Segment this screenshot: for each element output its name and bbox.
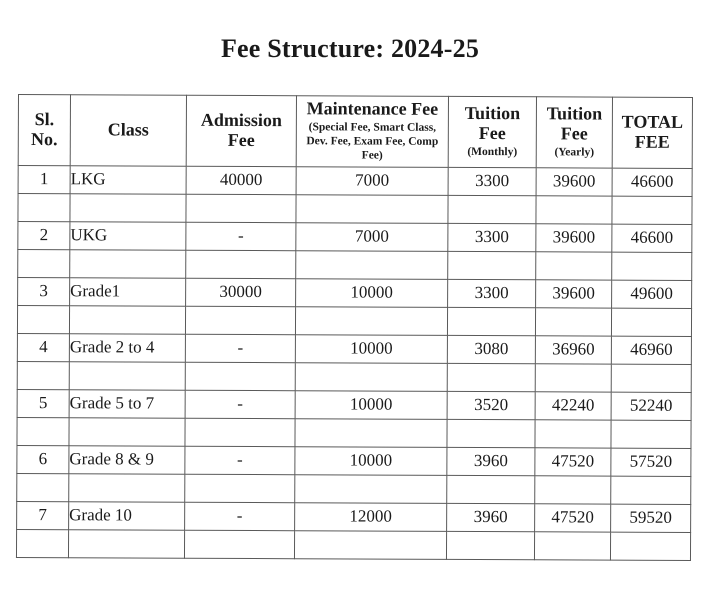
- empty-cell: [447, 419, 535, 447]
- empty-cell: [448, 251, 536, 279]
- empty-cell: [535, 420, 611, 448]
- cell-maintenance-fee: 7000: [296, 223, 448, 252]
- empty-cell: [295, 307, 447, 336]
- header-class: Class: [70, 95, 186, 167]
- header-maintenance-fee: Maintenance Fee (Special Fee, Smart Class, Dev. Fee, Exam Fee, Comp Fee): [296, 96, 448, 168]
- empty-cell: [17, 361, 69, 389]
- cell-admission-fee: -: [185, 390, 295, 418]
- table-row: [18, 166, 692, 197]
- empty-cell: [18, 250, 70, 278]
- cell-tuition-yearly: 47520: [535, 504, 611, 532]
- empty-cell: [612, 252, 692, 280]
- empty-cell: [296, 251, 448, 280]
- cell-admission-fee: 30000: [186, 278, 296, 306]
- empty-cell: [611, 420, 691, 448]
- empty-cell: [612, 196, 692, 224]
- cell-admission-fee: -: [186, 222, 296, 250]
- empty-cell: [17, 417, 69, 445]
- empty-cell: [186, 194, 296, 222]
- empty-cell: [536, 252, 612, 280]
- empty-cell: [611, 364, 691, 392]
- cell-class: UKG: [70, 222, 186, 251]
- header-total-fee: TOTAL FEE: [612, 97, 692, 168]
- cell-maintenance-fee: 10000: [295, 391, 447, 420]
- fee-table: [16, 94, 693, 561]
- empty-cell: [535, 364, 611, 392]
- header-sl-no: Sl. No.: [18, 95, 70, 166]
- empty-cell: [69, 474, 185, 503]
- cell-class: LKG: [70, 166, 186, 195]
- empty-cell: [611, 476, 691, 504]
- empty-cell: [610, 532, 690, 560]
- cell-admission-fee: -: [185, 502, 295, 530]
- cell-total-fee: 46600: [612, 168, 692, 196]
- empty-cell: [611, 308, 691, 336]
- cell-tuition-monthly: 3300: [448, 223, 536, 251]
- spacer-row: [16, 529, 690, 560]
- empty-cell: [184, 530, 294, 558]
- empty-cell: [69, 306, 185, 335]
- cell-class: Grade 8 & 9: [69, 446, 185, 475]
- empty-cell: [536, 196, 612, 224]
- cell-class: Grade 2 to 4: [69, 334, 185, 363]
- table-row: [18, 222, 692, 253]
- cell-maintenance-fee: 10000: [296, 279, 448, 308]
- spacer-row: [18, 250, 692, 281]
- table-row: [17, 445, 691, 476]
- cell-class: Grade 5 to 7: [69, 390, 185, 419]
- empty-cell: [294, 531, 446, 560]
- spacer-row: [17, 306, 691, 337]
- table-row: [17, 389, 691, 420]
- empty-cell: [69, 362, 185, 391]
- cell-class: Grade1: [70, 278, 186, 307]
- cell-class: Grade 10: [69, 502, 185, 531]
- empty-cell: [186, 250, 296, 278]
- empty-cell: [70, 194, 186, 223]
- cell-admission-fee: 40000: [186, 166, 296, 194]
- empty-cell: [295, 475, 447, 504]
- cell-total-fee: 46960: [611, 336, 691, 364]
- empty-cell: [535, 308, 611, 336]
- empty-cell: [446, 531, 534, 559]
- empty-cell: [295, 363, 447, 392]
- cell-maintenance-fee: 7000: [296, 167, 448, 196]
- empty-cell: [185, 474, 295, 502]
- cell-tuition-yearly: 47520: [535, 448, 611, 476]
- header-tuition-fee-yearly: Tuition Fee (Yearly): [536, 97, 612, 168]
- empty-cell: [17, 306, 69, 334]
- cell-tuition-yearly: 36960: [535, 336, 611, 364]
- cell-sl-no: 3: [18, 278, 70, 306]
- empty-cell: [185, 306, 295, 334]
- cell-admission-fee: -: [185, 334, 295, 362]
- empty-cell: [295, 419, 447, 448]
- spacer-row: [17, 361, 691, 392]
- empty-cell: [68, 530, 184, 559]
- table-row: [17, 501, 691, 532]
- empty-cell: [535, 476, 611, 504]
- spacer-row: [17, 417, 691, 448]
- empty-cell: [296, 195, 448, 224]
- cell-tuition-yearly: 42240: [535, 392, 611, 420]
- empty-cell: [447, 475, 535, 503]
- cell-sl-no: 4: [17, 333, 69, 361]
- cell-total-fee: 46600: [612, 224, 692, 252]
- cell-admission-fee: -: [185, 446, 295, 474]
- cell-total-fee: 59520: [611, 504, 691, 532]
- empty-cell: [447, 363, 535, 391]
- cell-tuition-monthly: 3080: [447, 335, 535, 363]
- empty-cell: [185, 418, 295, 446]
- cell-total-fee: 57520: [611, 448, 691, 476]
- cell-sl-no: 6: [17, 445, 69, 473]
- cell-sl-no: 2: [18, 222, 70, 250]
- empty-cell: [448, 195, 536, 223]
- cell-tuition-monthly: 3300: [448, 167, 536, 195]
- header-row: [18, 95, 692, 169]
- cell-tuition-monthly: 3960: [447, 503, 535, 531]
- page-title: Fee Structure: 2024-25: [220, 34, 480, 63]
- empty-cell: [69, 418, 185, 447]
- empty-cell: [16, 529, 68, 557]
- cell-sl-no: 5: [17, 389, 69, 417]
- cell-maintenance-fee: 10000: [295, 447, 447, 476]
- empty-cell: [447, 307, 535, 335]
- cell-total-fee: 52240: [611, 392, 691, 420]
- header-tuition-fee-monthly: Tuition Fee (Monthly): [448, 96, 536, 167]
- empty-cell: [18, 194, 70, 222]
- cell-sl-no: 7: [17, 501, 69, 529]
- cell-tuition-monthly: 3520: [447, 391, 535, 419]
- spacer-row: [18, 194, 692, 225]
- cell-maintenance-fee: 10000: [295, 335, 447, 364]
- cell-sl-no: 1: [18, 166, 70, 194]
- cell-tuition-monthly: 3300: [448, 279, 536, 307]
- cell-tuition-yearly: 39600: [536, 224, 612, 252]
- empty-cell: [185, 362, 295, 390]
- cell-tuition-yearly: 39600: [536, 280, 612, 308]
- cell-tuition-monthly: 3960: [447, 447, 535, 475]
- empty-cell: [534, 532, 610, 560]
- table-row: [17, 333, 691, 364]
- table-row: [18, 278, 692, 309]
- cell-tuition-yearly: 39600: [536, 168, 612, 196]
- cell-total-fee: 49600: [612, 280, 692, 308]
- cell-maintenance-fee: 12000: [295, 503, 447, 532]
- empty-cell: [17, 473, 69, 501]
- empty-cell: [70, 250, 186, 279]
- spacer-row: [17, 473, 691, 504]
- header-admission-fee: Admission Fee: [186, 95, 296, 166]
